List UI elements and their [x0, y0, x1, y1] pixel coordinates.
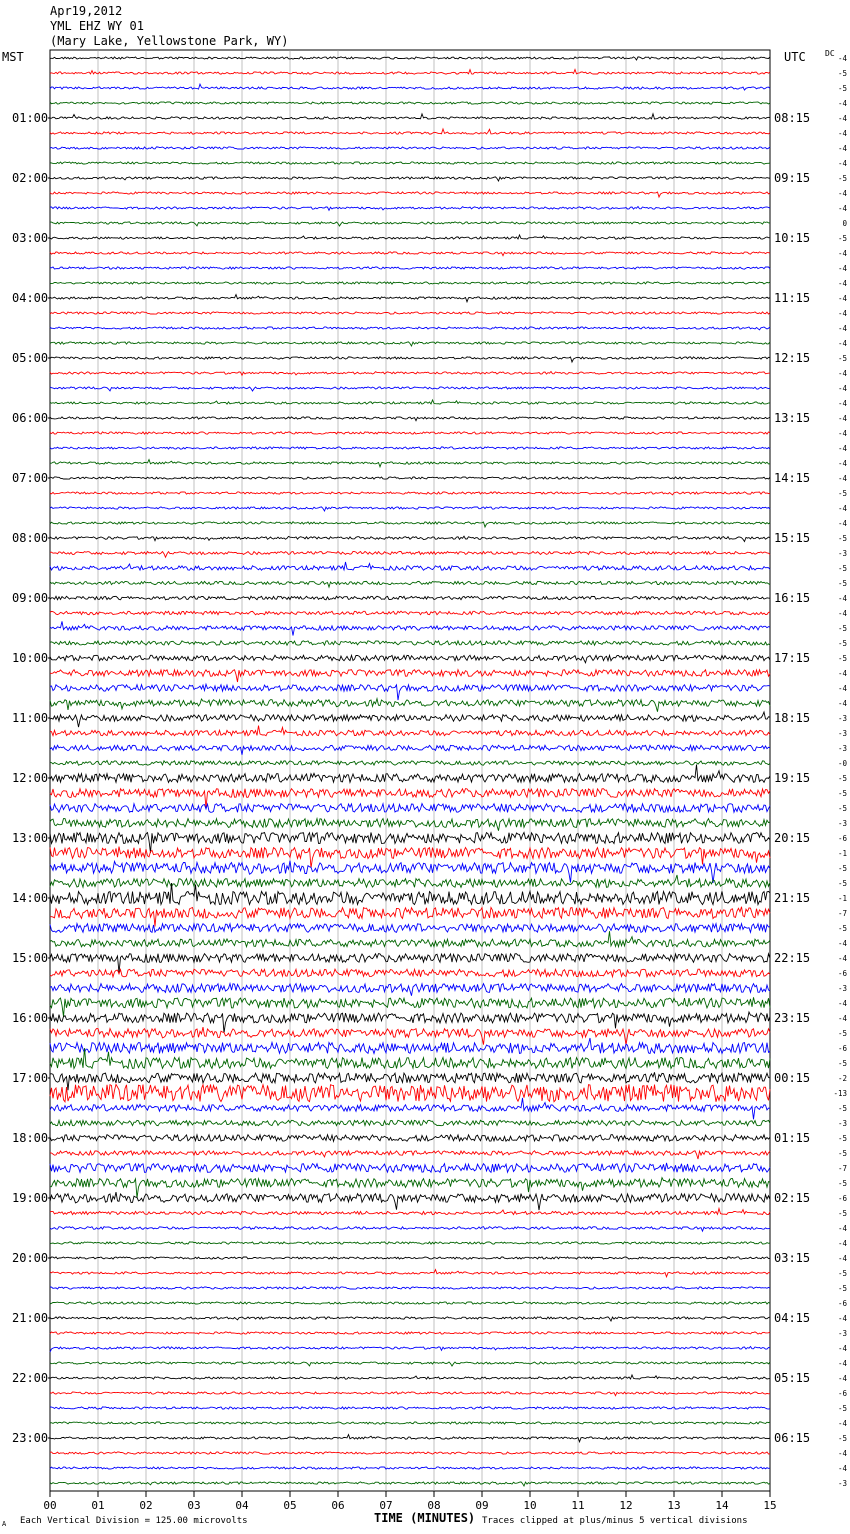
dc-offset-label: -4	[837, 369, 847, 378]
dc-offset-label: -0	[837, 759, 847, 768]
dc-offset-label: -4	[837, 249, 847, 258]
seismic-trace	[50, 883, 770, 905]
seismic-trace	[50, 1084, 770, 1101]
utc-time-label: 06:15	[774, 1431, 811, 1445]
mst-time-label: 04:00	[12, 291, 49, 305]
utc-time-label: 11:15	[774, 291, 811, 305]
seismic-trace	[50, 726, 770, 736]
utc-time-label: 21:15	[774, 891, 811, 905]
utc-time-label: 15:15	[774, 531, 811, 545]
dc-label: DC	[825, 49, 835, 58]
utc-time-label: 01:15	[774, 1131, 811, 1145]
seismic-trace	[50, 522, 770, 527]
dc-offset-label: -5	[837, 1209, 847, 1218]
location-label: (Mary Lake, Yellowstone Park, WY)	[50, 34, 289, 48]
utc-time-label: 05:15	[774, 1371, 811, 1385]
dc-offset-label: -4	[837, 294, 847, 303]
seismic-trace	[50, 847, 770, 868]
seismic-trace	[50, 712, 770, 727]
seismic-trace	[50, 1098, 770, 1119]
seismic-trace	[50, 312, 770, 314]
dc-offset-label: -5	[837, 774, 847, 783]
seismic-trace	[50, 875, 770, 887]
seismic-trace	[50, 372, 770, 376]
utc-time-label: 17:15	[774, 651, 811, 665]
dc-offset-label: -4	[837, 114, 847, 123]
seismic-trace	[50, 327, 770, 330]
dc-offset-label: -5	[837, 1134, 847, 1143]
seismic-trace	[50, 1038, 770, 1054]
mst-time-label: 21:00	[12, 1311, 49, 1325]
dc-offset-label: -4	[837, 189, 847, 198]
seismic-trace	[50, 1452, 770, 1454]
x-tick-label: 08	[427, 1499, 441, 1512]
dc-offset-label: -4	[837, 1449, 847, 1458]
seismic-trace	[50, 1151, 770, 1159]
seismic-trace	[50, 1120, 770, 1125]
dc-offset-label: -3	[837, 984, 847, 993]
x-tick-label: 00	[43, 1499, 57, 1512]
x-tick-label: 11	[571, 1499, 585, 1512]
mst-time-label: 13:00	[12, 831, 49, 845]
seismic-trace	[50, 1317, 770, 1321]
seismic-trace	[50, 1027, 770, 1045]
dc-offset-label: -5	[837, 1269, 847, 1278]
x-axis	[43, 1491, 776, 1512]
seismic-trace	[50, 621, 770, 635]
seismic-trace	[50, 147, 770, 149]
dc-offset-label: -5	[837, 1284, 847, 1293]
mst-time-label: 17:00	[12, 1071, 49, 1085]
utc-time-label: 02:15	[774, 1191, 811, 1205]
seismic-trace	[50, 765, 770, 783]
seismic-trace	[50, 552, 770, 558]
seismic-trace	[50, 1012, 770, 1033]
dc-offset-label: -4	[837, 504, 847, 513]
seismic-trace	[50, 536, 770, 541]
dc-offset-label: -5	[837, 1404, 847, 1413]
dc-offset-label: -4	[837, 1224, 847, 1233]
dc-offset-label: -4	[837, 939, 847, 948]
dc-offset-label: -5	[837, 924, 847, 933]
seismic-trace	[50, 1482, 770, 1486]
seismic-trace	[50, 1242, 770, 1244]
seismic-trace	[50, 1178, 770, 1198]
dc-offset-label: -4	[837, 1419, 847, 1428]
scale-note: Each Vertical Division = 125.00 microvolts	[20, 1516, 248, 1526]
dc-offset-label: -1	[837, 894, 847, 903]
seismic-trace	[50, 745, 770, 755]
dc-offset-label: -5	[837, 654, 847, 663]
x-tick-label: 06	[331, 1499, 345, 1512]
dc-offset-label: -3	[837, 1329, 847, 1338]
seismic-trace	[50, 1332, 770, 1334]
dc-offset-label: -4	[837, 1254, 847, 1263]
gridlines	[98, 50, 722, 1491]
dc-offset-label: -4	[837, 699, 847, 708]
seismic-trace	[50, 477, 770, 479]
dc-offset-label: -3	[837, 714, 847, 723]
dc-offset-label: -6	[837, 969, 847, 978]
mst-time-label: 12:00	[12, 771, 49, 785]
seismic-trace	[50, 447, 770, 449]
mst-axis-title: MST	[2, 50, 24, 64]
seismic-trace	[50, 562, 770, 570]
station-label: YML EHZ WY 01	[50, 19, 144, 33]
utc-time-label: 14:15	[774, 471, 811, 485]
dc-offset-label: -5	[837, 804, 847, 813]
seismic-trace	[50, 1407, 770, 1409]
seismic-trace	[50, 1227, 770, 1232]
dc-offset-label: -4	[837, 1464, 847, 1473]
dc-offset-label: -5	[837, 354, 847, 363]
seismic-trace	[50, 1347, 770, 1353]
mst-time-label: 02:00	[12, 171, 49, 185]
seismic-trace	[50, 1467, 770, 1469]
seismic-trace	[50, 1302, 770, 1304]
dc-offset-label: -5	[837, 534, 847, 543]
dc-offset-label: -5	[837, 579, 847, 588]
dc-offset-label: -5	[837, 1104, 847, 1113]
utc-axis-title: UTC	[784, 50, 806, 64]
dc-offset-label: -1	[837, 849, 847, 858]
dc-offset-label: -5	[837, 564, 847, 573]
dc-offset-label: -5	[837, 84, 847, 93]
seismic-trace	[50, 1135, 770, 1142]
seismic-trace	[50, 417, 770, 421]
mst-time-label: 05:00	[12, 351, 49, 365]
mst-time-label: 19:00	[12, 1191, 49, 1205]
mst-time-label: 16:00	[12, 1011, 49, 1025]
footer-mark: A	[2, 1520, 7, 1528]
dc-offset-label: -5	[837, 69, 847, 78]
dc-offset-label: -4	[837, 1239, 847, 1248]
dc-offset-label: -5	[837, 1149, 847, 1158]
mst-time-label: 20:00	[12, 1251, 49, 1265]
x-tick-label: 12	[619, 1499, 633, 1512]
seismic-trace	[50, 931, 770, 947]
x-tick-label: 05	[283, 1499, 297, 1512]
dc-offset-label: -4	[837, 684, 847, 693]
seismic-trace	[50, 507, 770, 511]
dc-offset-label: -4	[837, 1014, 847, 1023]
dc-offset-label: -4	[837, 474, 847, 483]
utc-time-label: 00:15	[774, 1071, 811, 1085]
dc-offset-label: -2	[837, 1074, 847, 1083]
seismic-trace	[50, 1163, 770, 1173]
utc-time-labels	[774, 111, 810, 1445]
dc-offset-label: -4	[837, 414, 847, 423]
dc-offset-label: -6	[837, 1194, 847, 1203]
dc-offset-label: -4	[837, 459, 847, 468]
dc-offset-label: -4	[837, 144, 847, 153]
seismic-trace	[50, 235, 770, 239]
seismic-trace	[50, 70, 770, 75]
seismic-trace	[50, 924, 770, 933]
utc-time-label: 10:15	[774, 231, 811, 245]
dc-offset-label: -7	[837, 1164, 847, 1173]
seismic-trace	[50, 670, 770, 682]
dc-offset-label: -6	[837, 1044, 847, 1053]
seismic-trace	[50, 1287, 770, 1289]
seismic-trace	[50, 761, 770, 766]
seismic-trace	[50, 1362, 770, 1366]
seismic-trace	[50, 1422, 770, 1424]
date-label: Apr19,2012	[50, 4, 123, 18]
seismic-trace	[50, 192, 770, 197]
seismic-trace	[50, 819, 770, 831]
seismic-trace	[50, 861, 770, 883]
dc-offset-label: -4	[837, 279, 847, 288]
dc-offset-label: -5	[837, 864, 847, 873]
x-tick-label: 14	[715, 1499, 729, 1512]
seismic-trace	[50, 57, 770, 60]
dc-offset-label: -7	[837, 909, 847, 918]
dc-offset-label: 0	[842, 219, 847, 228]
dc-offset-label: -4	[837, 669, 847, 678]
seismic-trace	[50, 432, 770, 434]
clip-note: Traces clipped at plus/minus 5 vertical divisions	[482, 1516, 748, 1526]
seismic-trace	[50, 969, 770, 977]
x-tick-label: 07	[379, 1499, 393, 1512]
seismic-trace	[50, 357, 770, 362]
seismic-trace	[50, 252, 770, 256]
seismic-trace	[50, 342, 770, 346]
header	[50, 4, 288, 48]
seismic-trace	[50, 387, 770, 391]
seismic-trace	[50, 207, 770, 211]
seismic-trace	[50, 1375, 770, 1379]
utc-time-label: 09:15	[774, 171, 811, 185]
dc-offset-label: -4	[837, 519, 847, 528]
utc-time-label: 13:15	[774, 411, 811, 425]
utc-time-label: 12:15	[774, 351, 811, 365]
dc-offset-label: -6	[837, 1389, 847, 1398]
dc-offset-label: -4	[837, 1374, 847, 1383]
mst-time-label: 22:00	[12, 1371, 49, 1385]
seismic-trace	[50, 492, 770, 495]
dc-offset-label: -3	[837, 549, 847, 558]
seismic-trace	[50, 984, 770, 996]
dc-offset-label: -5	[837, 639, 847, 648]
x-tick-label: 03	[187, 1499, 201, 1512]
utc-time-label: 20:15	[774, 831, 811, 845]
dc-offset-label: -3	[837, 819, 847, 828]
utc-time-label: 04:15	[774, 1311, 811, 1325]
dc-offset-label: -3	[837, 1479, 847, 1488]
dc-offset-label: -4	[837, 1314, 847, 1323]
seismic-trace	[50, 684, 770, 700]
seismic-trace	[50, 102, 770, 104]
mst-time-label: 09:00	[12, 591, 49, 605]
seismic-trace	[50, 400, 770, 404]
x-tick-label: 02	[139, 1499, 153, 1512]
dc-offset-label: -4	[837, 264, 847, 273]
dc-offset-labels	[833, 54, 847, 1488]
dc-offset-label: -4	[837, 954, 847, 963]
dc-offset-label: -4	[837, 594, 847, 603]
dc-offset-label: -5	[837, 174, 847, 183]
mst-time-label: 14:00	[12, 891, 49, 905]
plot-frame	[50, 50, 770, 1491]
utc-time-label: 18:15	[774, 711, 811, 725]
dc-offset-label: -4	[837, 99, 847, 108]
mst-time-label: 03:00	[12, 231, 49, 245]
x-tick-label: 15	[763, 1499, 777, 1512]
mst-time-label: 06:00	[12, 411, 49, 425]
utc-time-label: 16:15	[774, 591, 811, 605]
dc-offset-label: -5	[837, 1434, 847, 1443]
dc-offset-label: -13	[833, 1089, 847, 1098]
seismic-trace	[50, 162, 770, 164]
mst-time-label: 23:00	[12, 1431, 49, 1445]
seismic-trace	[50, 581, 770, 587]
dc-offset-label: -4	[837, 339, 847, 348]
seismic-trace	[50, 129, 770, 134]
x-tick-label: 01	[91, 1499, 105, 1512]
mst-time-label: 01:00	[12, 111, 49, 125]
dc-offset-label: -5	[837, 489, 847, 498]
seismic-trace	[50, 114, 770, 119]
seismic-trace	[50, 460, 770, 467]
x-tick-label: 04	[235, 1499, 249, 1512]
dc-offset-label: -5	[837, 624, 847, 633]
dc-offset-label: -3	[837, 729, 847, 738]
mst-time-labels	[12, 111, 50, 1445]
seismic-trace	[50, 1270, 770, 1277]
mst-time-label: 15:00	[12, 951, 49, 965]
dc-offset-label: -4	[837, 159, 847, 168]
seismic-trace	[50, 789, 770, 808]
seismic-trace	[50, 1392, 770, 1396]
mst-time-label: 10:00	[12, 651, 49, 665]
seismic-trace	[50, 282, 770, 284]
dc-offset-label: -4	[837, 204, 847, 213]
mst-time-label: 07:00	[12, 471, 49, 485]
traces	[50, 57, 770, 1486]
seismic-trace	[50, 1048, 770, 1068]
utc-time-label: 08:15	[774, 111, 811, 125]
dc-offset-label: -4	[837, 129, 847, 138]
dc-offset-label: -5	[837, 234, 847, 243]
dc-offset-label: -4	[837, 54, 847, 63]
seismic-trace	[50, 655, 770, 663]
mst-time-label: 18:00	[12, 1131, 49, 1145]
dc-offset-label: -3	[837, 1119, 847, 1128]
utc-time-label: 19:15	[774, 771, 811, 785]
seismic-trace	[50, 596, 770, 600]
utc-time-label: 03:15	[774, 1251, 811, 1265]
seismic-trace	[50, 267, 770, 269]
mst-time-label: 08:00	[12, 531, 49, 545]
dc-offset-label: -4	[837, 324, 847, 333]
seismic-trace	[50, 641, 770, 645]
x-axis-title: TIME (MINUTES)	[374, 1511, 476, 1525]
dc-offset-label: -4	[837, 444, 847, 453]
seismic-trace	[50, 907, 770, 927]
dc-offset-label: -6	[837, 1299, 847, 1308]
seismic-trace	[50, 1192, 770, 1210]
seismic-trace	[50, 997, 770, 1016]
dc-offset-label: -5	[837, 1179, 847, 1188]
dc-offset-label: -4	[837, 1359, 847, 1368]
x-tick-label: 13	[667, 1499, 681, 1512]
seismic-trace	[50, 177, 770, 181]
mst-time-label: 11:00	[12, 711, 49, 725]
seismic-trace	[50, 804, 770, 813]
seismic-trace	[50, 1209, 770, 1215]
dc-offset-label: -6	[837, 834, 847, 843]
seismic-trace	[50, 1072, 770, 1090]
dc-offset-label: -5	[837, 1029, 847, 1038]
seismic-trace	[50, 84, 770, 90]
dc-offset-label: -3	[837, 744, 847, 753]
dc-offset-label: -4	[837, 399, 847, 408]
seismic-trace	[50, 611, 770, 615]
dc-offset-label: -5	[837, 1059, 847, 1068]
x-tick-label: 10	[523, 1499, 537, 1512]
dc-offset-label: -4	[837, 999, 847, 1008]
dc-offset-label: -4	[837, 1344, 847, 1353]
dc-offset-label: -4	[837, 309, 847, 318]
dc-offset-label: -4	[837, 609, 847, 618]
dc-offset-label: -5	[837, 879, 847, 888]
x-tick-label: 09	[475, 1499, 489, 1512]
dc-offset-label: -4	[837, 384, 847, 393]
utc-time-label: 23:15	[774, 1011, 811, 1025]
seismic-trace	[50, 699, 770, 712]
seismic-trace	[50, 1435, 770, 1442]
seismic-trace	[50, 295, 770, 302]
dc-offset-label: -4	[837, 429, 847, 438]
seismic-trace	[50, 1257, 770, 1259]
seismic-trace	[50, 222, 770, 226]
dc-offset-label: -5	[837, 789, 847, 798]
utc-time-label: 22:15	[774, 951, 811, 965]
